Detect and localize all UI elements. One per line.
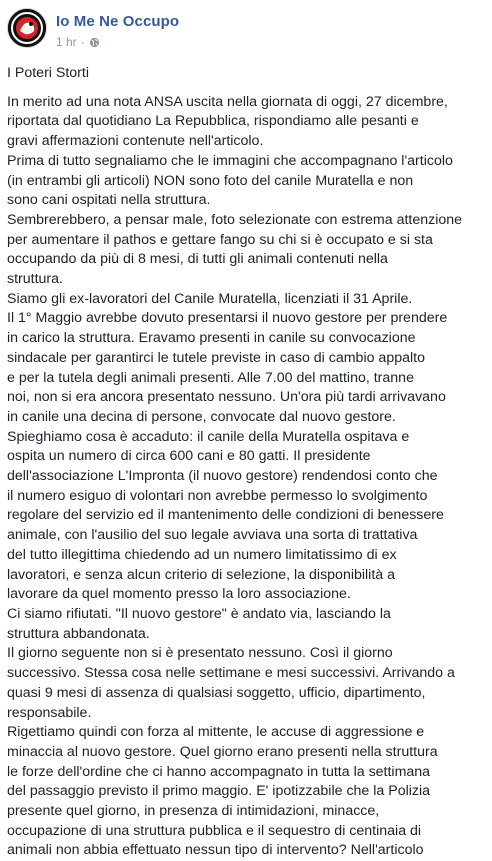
post-text-line: Ci siamo rifiutati. "Il nuovo gestore" è andato via, lasciando la — [7, 605, 391, 622]
post-text-line: Siamo gli ex-lavoratori del Canile Muratella, licenziati il 31 Aprile. — [7, 290, 413, 307]
post-text-line: gravi affermazioni contenute nell'articolo. — [7, 133, 264, 150]
post-text-line: responsabile. — [7, 704, 92, 721]
post-text-line: le forze dell'ordine che ci hanno accompagnato in tutta la settimana — [7, 763, 431, 780]
post-text-line: (in entrambi gli articoli) NON sono foto del canile Muratella e non — [7, 172, 414, 189]
post-text-line: Prima di tutto segnaliamo che le immagini che accompagnano l'articolo — [7, 152, 453, 169]
post-title: I Poteri Storti — [7, 65, 90, 81]
post-text-line: In merito ad una nota ANSA uscita nella giornata di oggi, 27 dicembre, — [7, 93, 448, 110]
post-text-line: successivo. Stessa cosa nelle settimane e mesi successivi. Arrivando a — [7, 665, 455, 682]
post-text-line: struttura. — [7, 271, 63, 288]
post-timestamp[interactable]: 1 hr — [56, 35, 77, 49]
post-text-line: presente quel giorno, in presenza di intimidazioni, minacce, — [7, 803, 380, 820]
post-text-line: quasi 9 mesi di assenza di qualsiasi soggetto, ufficio, dipartimento, — [7, 684, 426, 701]
post-text-line: per aumentare il pathos e gettare fango su chi si è occupato e si sta — [7, 231, 433, 248]
post-text-line: noi, non si era ancora presentato nessuno. Un'ora più tardi arrivavano — [7, 389, 446, 406]
post-text-line: Spieghiamo cosa è accaduto: il canile della Muratella ospitava e — [7, 428, 410, 445]
post-text-line: il numero esiguo di volontari non avrebbe permesso lo svolgimento — [7, 487, 428, 504]
post-text-line: e per la tutela degli animali presenti. Alle 7.00 del mattino, tranne — [7, 369, 414, 386]
post-text-line: lavorare da quel momento presso la loro associazione. — [7, 586, 351, 603]
post-text-line: riportata dal quotidiano La Repubblica, rispondiamo alle pesanti e — [7, 113, 419, 130]
post-body — [7, 64, 487, 861]
post-text-line: animali non abbia effettuato nessun tipo di intervento? Nell'articolo — [7, 842, 424, 859]
post-text-line: regolare del servizio ed il mantenimento delle condizioni di benessere — [7, 507, 444, 524]
page-name-link[interactable]: Io Me Ne Occupo — [56, 13, 180, 30]
post-text-line: minaccia al nuovo gestore. Quel giorno erano presenti nella struttura — [7, 743, 438, 760]
post-text-line: del tutto illegittima chiedendo ad un numero limitatissimo di ex — [7, 546, 397, 563]
post-text-line: lavoratori, e senza alcun criterio di selezione, la disponibilità a — [7, 566, 396, 583]
post-text-line: occupazione di una struttura pubblica e il sequestro di centinaia di — [7, 822, 422, 839]
globe-icon[interactable] — [89, 37, 100, 48]
post-text-line: Il 1° Maggio avrebbe dovuto presentarsi il nuovo gestore per prendere — [7, 310, 448, 327]
post-text-line: sindacale per garantirci le tutele previste in caso di cambio appalto — [7, 349, 425, 366]
post-text-line: sono cani ospitati nella struttura. — [7, 192, 211, 209]
post-text-line: ospita un numero di circa 600 cani e 80 gatti. Il presidente — [7, 448, 371, 465]
post-text-line: Sembrerebbero, a pensar male, foto selezionate con estrema attenzione — [7, 211, 463, 228]
post-text-line: occupando da più di 8 mesi, di tutti gli animali contenuti nella — [7, 251, 388, 268]
logo-icon — [8, 9, 46, 47]
post-text-line: Rigettiamo quindi con forza al mittente, le accuse di aggressione e — [7, 724, 425, 741]
post-header — [0, 0, 492, 58]
post-text-line: Il giorno seguente non si è presentato nessuno. Così il giorno — [7, 645, 393, 662]
post-text-line: in carico la struttura. Eravamo presenti in canile su convocazione — [7, 330, 416, 347]
post-text-line: animale, con l'ausilio del suo legale avviava una sorta di trattativa — [7, 527, 418, 544]
post-text-line: struttura abbandonata. — [7, 625, 150, 642]
post-meta — [56, 35, 100, 49]
post-text-line: del passaggio previsto il primo maggio. E' ipotizzabile che la Polizia — [7, 783, 431, 800]
post-text-line: in canile una decina di persone, convocate dal nuovo gestore. — [7, 408, 396, 425]
meta-separator: · — [80, 35, 85, 49]
post-text-line: dell'associazione L'Impronta (il nuovo gestore) rendendosi conto che — [7, 468, 438, 485]
page-avatar[interactable] — [7, 8, 47, 48]
